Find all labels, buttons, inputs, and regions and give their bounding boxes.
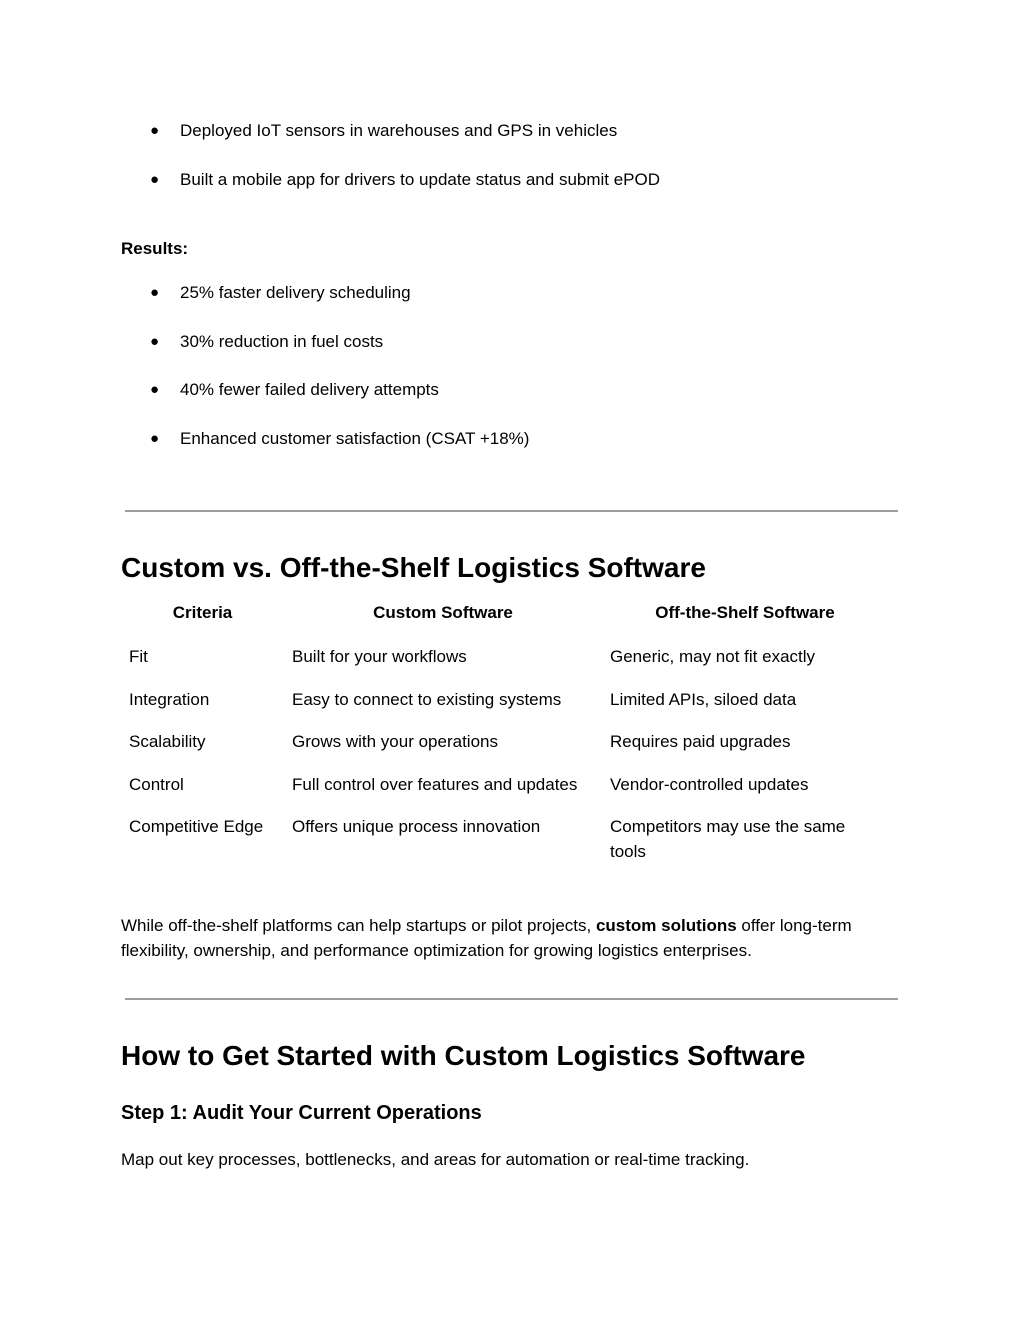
table-cell: Grows with your operations [292,732,498,751]
comparison-heading: Custom vs. Off-the-Shelf Logistics Software [121,552,706,583]
summary-text-after: offer long-term flexibility, ownership, and performance optimization for growing logistics enterprises. [121,916,852,960]
bullet-icon: ● [150,332,160,350]
results-bullet-list [150,283,529,477]
bullet-icon: ● [150,170,160,188]
table-row [121,627,888,670]
list-item [150,332,529,352]
table-cell: Fit [129,647,148,666]
list-item-text: 25% faster delivery scheduling [180,283,411,302]
summary-text-bold: custom solutions [595,916,737,935]
table-cell: Full control over features and updates [292,774,578,794]
list-item-text: Deployed IoT sensors in warehouses and GPS in vehicles [180,121,618,140]
table-row [121,712,888,755]
list-item-text: 40% fewer failed delivery attempts [180,380,439,399]
list-item [150,121,660,141]
list-item [150,170,660,190]
results-label: Results: [121,239,189,258]
section-divider [125,510,898,512]
table-cell: Competitive Edge [129,817,264,836]
table-cell: Generic, may not fit exactly [610,647,816,666]
summary-text-before: While off-the-shelf platforms can help startups or pilot projects, [121,916,596,935]
list-item-text: 30% reduction in fuel costs [180,331,384,351]
comparison-table [121,603,888,864]
column-header-custom: Custom Software [373,603,513,622]
table-cell: Competitors may use the same tools [610,817,846,861]
table-cell: Vendor-controlled updates [610,774,809,794]
table-cell: Scalability [129,732,206,751]
table-cell: Control [129,774,184,794]
bullet-icon: ● [150,429,160,447]
column-header-criteria: Criteria [172,603,233,622]
table-cell: Easy to connect to existing systems [292,689,562,709]
step-1-body: Map out key processes, bottlenecks, and areas for automation or real-time tracking. [121,1150,750,1169]
bullet-icon: ● [150,284,160,301]
table-row [121,755,888,798]
table-row [121,670,888,713]
table-cell: Integration [129,689,210,709]
column-header-off-the-shelf: Off-the-Shelf Software [655,603,835,622]
table-cell: Built for your workflows [292,647,467,666]
list-item-text: Enhanced customer satisfaction (CSAT +18%) [180,428,530,448]
table-cell: Limited APIs, siloed data [610,689,797,709]
getting-started-heading: How to Get Started with Custom Logistics Software [121,1040,806,1071]
list-item [150,429,529,449]
list-item [150,283,529,303]
comparison-summary [121,914,911,963]
implementation-bullet-list [150,121,660,218]
bullet-icon: ● [150,381,160,398]
list-item [150,380,529,400]
section-divider [125,998,898,1000]
table-cell: Offers unique process innovation [292,817,541,836]
table-row [121,797,888,864]
table-cell: Requires paid upgrades [610,732,791,751]
step-1-title: Step 1: Audit Your Current Operations [121,1102,482,1124]
bullet-icon: ● [150,122,160,139]
list-item-text: Built a mobile app for drivers to update status and submit ePOD [180,169,661,189]
table-header-row [121,603,888,627]
